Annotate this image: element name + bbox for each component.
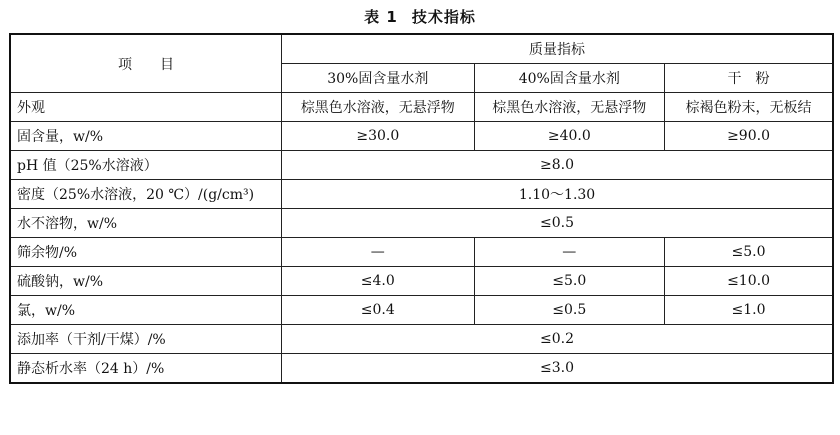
header-row-1: [10, 34, 833, 64]
header-quality: 质量指标: [282, 34, 833, 64]
table-row: [10, 296, 833, 325]
row-name: 氯，w/%: [10, 296, 282, 325]
table-caption: [0, 6, 840, 27]
cell-dry: ≤1.0: [665, 296, 833, 325]
table-row: [10, 325, 833, 354]
row-name: 水不溶物，w/%: [10, 209, 282, 238]
header-col-dry: 干 粉: [665, 64, 833, 93]
table-title: 技术指标: [411, 8, 476, 26]
table-row: [10, 267, 833, 296]
cell-30: —: [282, 238, 474, 267]
technical-indicators-table: [9, 33, 834, 384]
cell-dry: 棕褐色粉末，无板结: [665, 93, 833, 122]
row-name: 密度（25%水溶液，20 ℃）/(g/cm³): [10, 180, 282, 209]
cell-40: —: [474, 238, 665, 267]
table-row: [10, 151, 833, 180]
cell-dry: ≤5.0: [665, 238, 833, 267]
header-col-40: 40%固含量水剂: [474, 64, 665, 93]
table-row: [10, 180, 833, 209]
cell-40: 棕黑色水溶液，无悬浮物: [474, 93, 665, 122]
row-name: 硫酸钠，w/%: [10, 267, 282, 296]
row-name: 静态析水率（24 h）/%: [10, 354, 282, 384]
row-name: 固含量，w/%: [10, 122, 282, 151]
cell-30: ≤4.0: [282, 267, 474, 296]
row-name: 筛余物/%: [10, 238, 282, 267]
cell-30: ≥30.0: [282, 122, 474, 151]
cell-40: ≤5.0: [474, 267, 665, 296]
table-row: [10, 354, 833, 384]
table-row: [10, 238, 833, 267]
cell-all: ≥8.0: [282, 151, 833, 180]
row-name: 添加率（干剂/干煤）/%: [10, 325, 282, 354]
header-item: 项 目: [10, 34, 282, 93]
table-number: 表 1: [364, 8, 398, 26]
row-name: 外观: [10, 93, 282, 122]
cell-40: ≤0.5: [474, 296, 665, 325]
table-row: [10, 122, 833, 151]
cell-dry: ≥90.0: [665, 122, 833, 151]
cell-30: ≤0.4: [282, 296, 474, 325]
cell-dry: ≤10.0: [665, 267, 833, 296]
header-col-30: 30%固含量水剂: [282, 64, 474, 93]
row-name: pH 值（25%水溶液）: [10, 151, 282, 180]
cell-all: ≤3.0: [282, 354, 833, 384]
cell-all: ≤0.2: [282, 325, 833, 354]
cell-all: 1.10～1.30: [282, 180, 833, 209]
cell-40: ≥40.0: [474, 122, 665, 151]
cell-all: ≤0.5: [282, 209, 833, 238]
table-row: [10, 93, 833, 122]
table-row: [10, 209, 833, 238]
cell-30: 棕黑色水溶液，无悬浮物: [282, 93, 474, 122]
